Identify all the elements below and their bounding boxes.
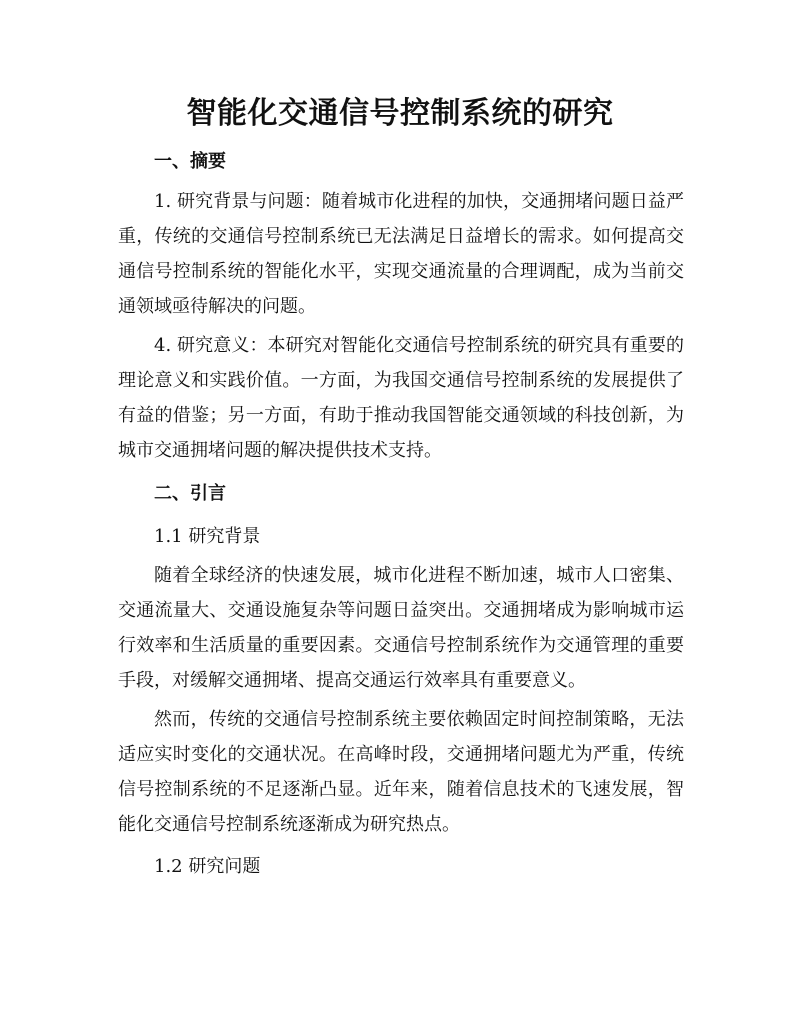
introduction-paragraph-1: 随着全球经济的快速发展，城市化进程不断加速，城市人口密集、交通流量大、交通设施复杂等问题日益突出。交通拥堵成为影响城市运行效率和生活质量的重要因素。交通信号控制系统作为交通管理的重要手段，对缓解交通拥堵、提高交通运行效率具有重要意义。 [118, 565, 684, 691]
document-body [118, 140, 684, 888]
document-title: 智能化交通信号控制系统的研究 [186, 96, 614, 131]
abstract-heading: 一、摘要 [154, 151, 226, 172]
abstract-paragraph-1: 1. 研究背景与问题：随着城市化进程的加快，交通拥堵问题日益严重，传统的交通信号控制系统已无法满足日益增长的需求。如何提高交通信号控制系统的智能化水平，实现交通流量的合理调配，成为当前交通领域亟待解决的问题。 [118, 191, 684, 317]
introduction-paragraph-2: 然而，传统的交通信号控制系统主要依赖固定时间控制策略，无法适应实时变化的交通状况。在高峰时段，交通拥堵问题尤为严重，传统信号控制系统的不足逐渐凸显。近年来，随着信息技术的飞速发展，智能化交通信号控制系统逐渐成为研究热点。 [118, 709, 684, 835]
subsection-1-2-heading: 1.2 研究问题 [154, 856, 261, 877]
subsection-1-1-heading: 1.1 研究背景 [154, 526, 261, 547]
introduction-heading: 二、引言 [154, 483, 226, 504]
abstract-paragraph-2: 4. 研究意义：本研究对智能化交通信号控制系统的研究具有重要的理论意义和实践价值。一方面，为我国交通信号控制系统的发展提供了有益的借鉴；另一方面，有助于推动我国智能交通领域的科技创新，为城市交通拥堵问题的解决提供技术支持。 [118, 335, 684, 461]
